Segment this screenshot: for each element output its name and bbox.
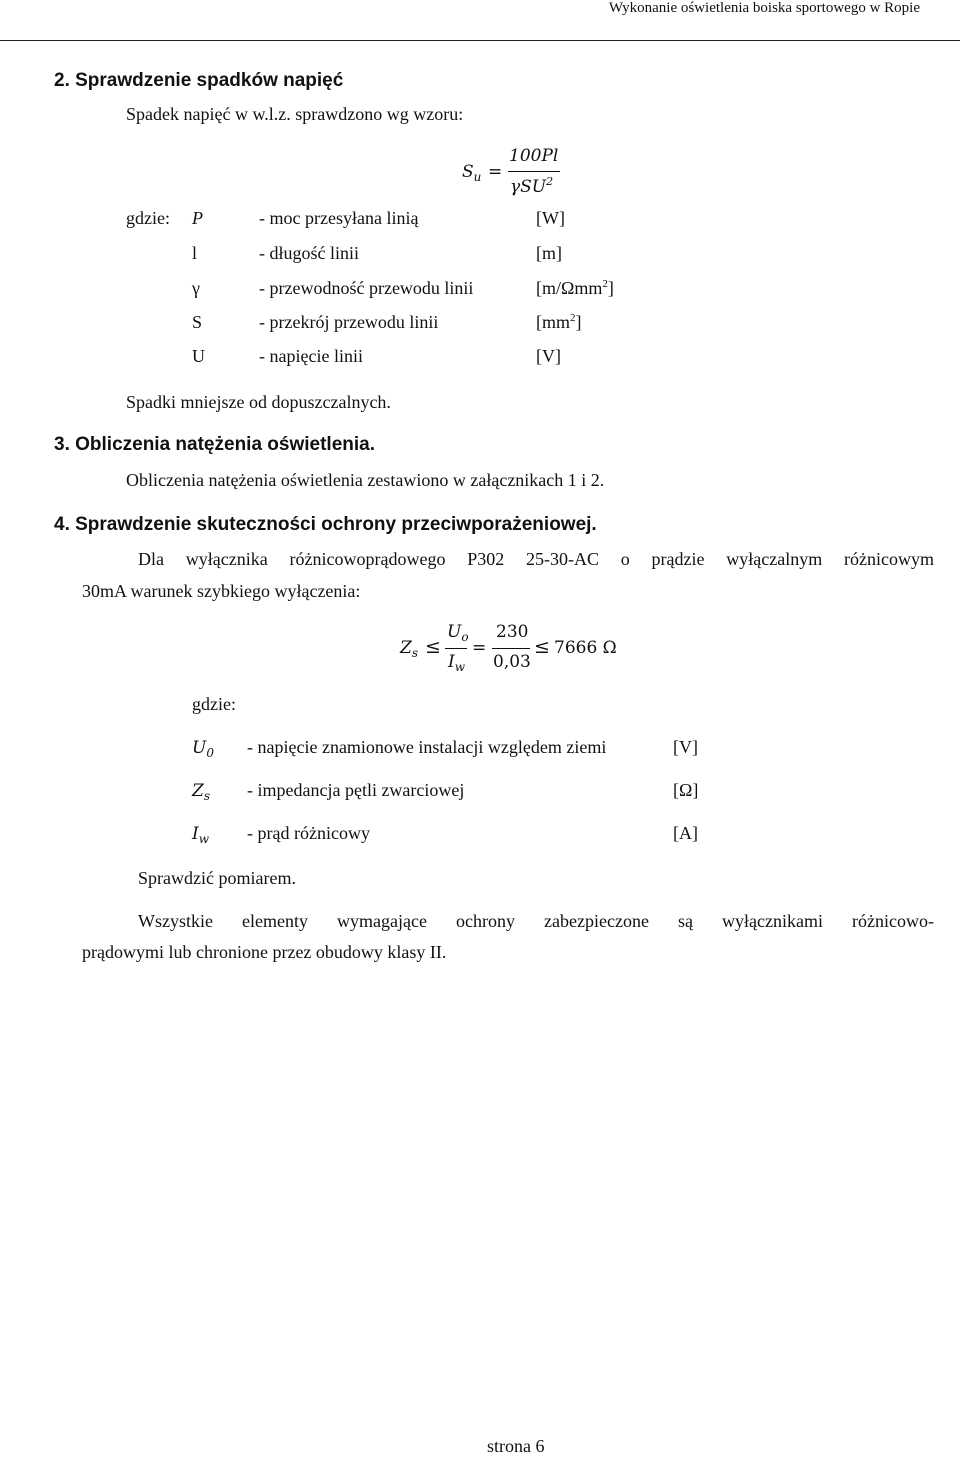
var-symbol: P	[192, 208, 203, 228]
formula-leq: ≤	[425, 636, 441, 658]
var-unit: [m/Ωmm$^2$]	[536, 278, 614, 298]
var-unit: [V]	[536, 346, 561, 366]
var-description: - przewodność przewodu linii	[259, 278, 474, 298]
var-unit: [W]	[536, 208, 565, 228]
fraction2-bar	[492, 648, 530, 649]
formula-numerator: 100Pl	[509, 146, 559, 166]
var-unit: [Ω]	[673, 780, 699, 800]
final-paragraph-line2: prądowymi lub chronione przez obudowy klasy II.	[82, 942, 447, 962]
final-paragraph-line1: Wszystkie elementy wymagające ochrony zabezpieczone są wyłącznikami różnicowo-	[138, 911, 934, 931]
var-description: - moc przesyłana linią	[259, 208, 419, 228]
fraction1-denominator: $I_w$	[448, 652, 465, 674]
section-4-paragraph-line1: Dla wyłącznika różnicowoprądowego P302 25-30-AC o prądzie wyłączalnym różnicowym	[138, 549, 934, 569]
formula-equals: =	[488, 162, 503, 182]
var-description: - napięcie linii	[259, 346, 363, 366]
var-unit: [V]	[673, 737, 698, 757]
formula-lhs: $Z_s$	[400, 638, 418, 660]
formula-lhs: $S_u$	[462, 162, 482, 184]
fraction1-numerator: $U_o$	[447, 622, 469, 644]
running-header: Wykonanie oświetlenia boiska sportowego w Ropie	[608, 0, 920, 16]
fraction2-numerator: 230	[496, 622, 529, 642]
var-description: - prąd różnicowy	[247, 823, 370, 843]
formula-result: 7666 Ω	[554, 638, 617, 658]
var-description: - napięcie znamionowe instalacji względem ziemi	[247, 737, 607, 757]
check-note: Sprawdzić pomiarem.	[138, 868, 296, 888]
var-symbol: $U_0$	[192, 738, 214, 760]
var-unit: $[mm^2]$	[536, 312, 582, 332]
section-3-heading: 3. Obliczenia natężenia oświetlenia.	[54, 434, 375, 455]
section-2-heading: 2. Sprawdzenie spadków napięć	[54, 70, 344, 91]
formula-fraction-bar	[508, 171, 560, 172]
section-2-conclusion: Spadki mniejsze od dopuszczalnych.	[126, 392, 391, 412]
var-symbol: $I_w$	[192, 824, 209, 846]
where-label: gdzie:	[126, 208, 170, 228]
var-description: - przekrój przewodu linii	[259, 312, 439, 332]
section-4-paragraph-line2: 30mA warunek szybkiego wyłączenia:	[82, 581, 361, 601]
fraction2-denominator: 0,03	[493, 652, 531, 672]
formula-denominator: γSU$^2$	[510, 175, 554, 197]
var-symbol: S	[192, 312, 203, 332]
var-description: - długość linii	[259, 243, 359, 263]
section-3-text: Obliczenia natężenia oświetlenia zestawiono w załącznikach 1 i 2.	[126, 470, 605, 490]
var-unit: [A]	[673, 823, 698, 843]
var-symbol: U	[192, 346, 205, 366]
var-symbol: l	[192, 243, 198, 263]
section-2-intro: Spadek napięć w w.l.z. sprawdzono wg wzoru:	[126, 104, 464, 124]
formula-equals: =	[472, 638, 487, 658]
header-rule	[0, 40, 960, 41]
page-number: strona 6	[487, 1436, 545, 1456]
section-4-heading: 4. Sprawdzenie skuteczności ochrony przeciwporażeniowej.	[54, 514, 597, 535]
formula-leq-2: ≤	[534, 636, 550, 658]
var-symbol: $Z_s$	[192, 781, 210, 803]
var-description: - impedancja pętli zwarciowej	[247, 780, 465, 800]
where-label-2: gdzie:	[192, 694, 236, 714]
var-unit: [m]	[536, 243, 562, 263]
fraction1-bar	[445, 648, 467, 649]
var-symbol: γ	[192, 278, 200, 298]
